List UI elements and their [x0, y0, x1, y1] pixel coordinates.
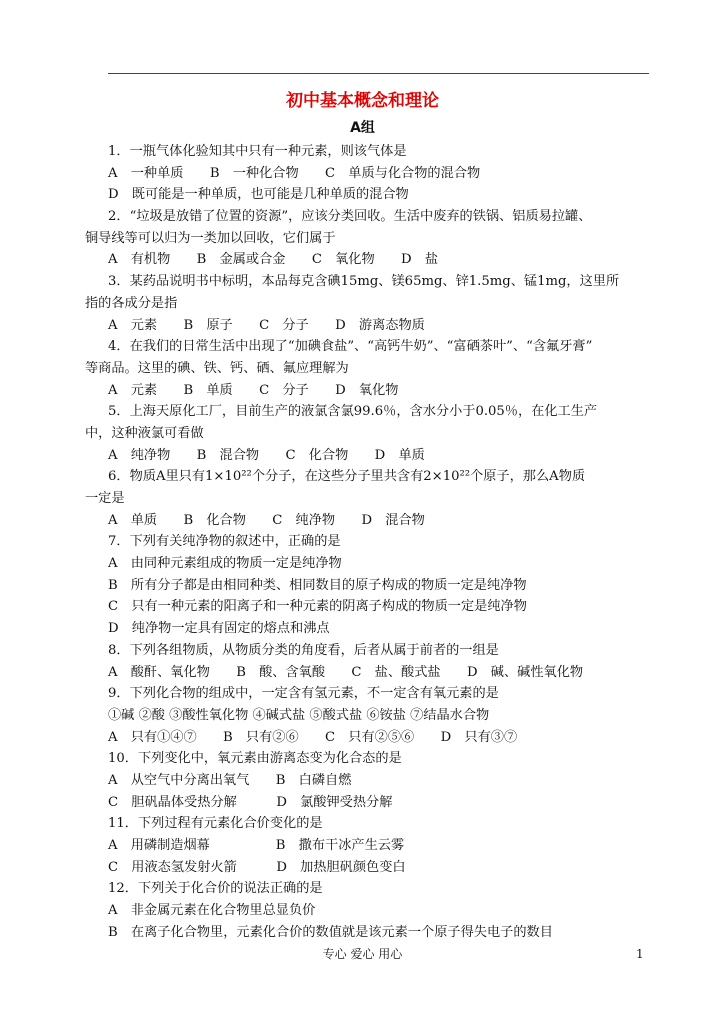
option-line — [0, 510, 725, 532]
line-text: B 在离子化合物里，元素化合价的数值就是该元素一个原子得失电子的数目 — [108, 924, 553, 940]
line-text: 10．下列变化中，氧元素由游离态变为化合态的是 — [108, 751, 402, 767]
line-text: 指的各成分是指 — [85, 295, 178, 311]
question-line — [0, 640, 725, 662]
header-rule — [108, 73, 649, 74]
option-line — [0, 770, 725, 792]
question-line — [0, 683, 725, 705]
line-text: 5．上海天原化工厂，目前生产的液氯含氯99.6％，含水分小于0.05％，在化工生产 — [108, 404, 598, 420]
line-text: 8．下列各组物质，从物质分类的角度看，后者从属于前者的一组是 — [108, 642, 499, 658]
option-line — [0, 618, 725, 640]
line-text: 2．“垃圾是放错了位置的资源”，应该分类回收。生活中废弃的铁锅、铝质易拉罐、 — [108, 209, 592, 225]
line-text: C 只有一种元素的阳离子和一种元素的阴离子构成的物质一定是纯净物 — [108, 599, 527, 615]
line-text: A 有机物 B 金属或合金 C 氧化物 D 盐 — [108, 252, 439, 268]
document-title: 初中基本概念和理论 — [286, 91, 439, 111]
line-text: C 用液态氢发射火箭 D 加热胆矾颜色变白 — [108, 859, 406, 875]
line-text: 12．下列关于化合价的说法正确的是 — [108, 881, 323, 897]
line-text: 铜导线等可以归为一类加以回收，它们属于 — [85, 230, 336, 246]
option-line — [0, 380, 725, 402]
line-text: A 元素 B 原子 C 分子 D 游离态物质 — [108, 317, 425, 333]
line-text: B 所有分子都是由相同种类、相同数目的原子构成的物质一定是纯净物 — [108, 577, 527, 593]
line-text: A 用磷制造烟幕 B 撒布干冰产生云雾 — [108, 838, 405, 853]
line-text: A 酸酐、氧化物 B 酸、含氧酸 C 盐、酸式盐 D 碱、碱性氧化物 — [108, 664, 584, 680]
line-text: D 既可能是一种单质，也可能是几种单质的混合物 — [108, 187, 409, 203]
continuation-line — [0, 228, 725, 250]
option-line — [0, 922, 725, 944]
option-line — [0, 900, 725, 922]
question-line — [0, 531, 725, 553]
line-text: 中，这种液氯可看做 — [85, 425, 204, 441]
continuation-line — [0, 488, 725, 510]
option-line — [0, 315, 725, 337]
line-text: 1．一瓶气体化验知其中只有一种元素，则该气体是 — [108, 144, 407, 159]
option-line — [0, 553, 725, 575]
option-line — [0, 857, 725, 879]
line-text: 3．某药品说明书中标明，本品每克含碘15mg、镁65mg、锌1.5mg、锰1mg，这里所 — [108, 274, 620, 290]
line-text: A 一种单质 B 一种化合物 C 单质与化合物的混合物 — [108, 165, 481, 181]
question-line — [0, 336, 725, 358]
question-line — [0, 141, 725, 163]
line-text: 11．下列过程有元素化合价变化的是 — [108, 816, 323, 832]
option-line — [0, 445, 725, 467]
line-text: 6．物质A里只有1×10²²个分子，在这些分子里共含有2×10²²个原子，那么A物质 — [108, 469, 586, 485]
choice-list-line — [0, 705, 725, 727]
question-line — [0, 878, 725, 900]
line-text: D 纯净物一定具有固定的熔点和沸点 — [108, 621, 330, 637]
option-line — [0, 184, 725, 206]
question-line — [0, 271, 725, 293]
line-text: 一定是 — [85, 491, 125, 506]
line-text: 4．在我们的日常生活中出现了“加碘食盐”、“高钙牛奶”、“富硒茶叶”、“含氟牙膏” — [108, 339, 593, 355]
line-text: 9．下列化合物的组成中，一定含有氢元素，不一定含有氧元素的是 — [108, 686, 499, 702]
question-body — [0, 141, 725, 943]
option-line — [0, 163, 725, 185]
question-line — [0, 206, 725, 228]
continuation-line — [0, 358, 725, 380]
option-line — [0, 596, 725, 618]
question-line — [0, 401, 725, 423]
line-text: ①碱 ②酸 ③酸性氧化物 ④碱式盐 ⑤酸式盐 ⑥铵盐 ⑦结晶水合物 — [108, 707, 490, 723]
option-line — [0, 727, 725, 749]
line-text: 7．下列有关纯净物的叙述中，正确的是 — [108, 534, 341, 550]
line-text: A 非金属元素在化合物里总显负价 — [108, 903, 316, 919]
section-title: A组 — [350, 120, 375, 136]
line-text: A 由同种元素组成的物质一定是纯净物 — [108, 556, 342, 572]
line-text: A 元素 B 单质 C 分子 D 氧化物 — [108, 382, 399, 398]
continuation-line — [0, 293, 725, 315]
line-text: A 纯净物 B 混合物 C 化合物 D 单质 — [108, 447, 425, 463]
question-line — [0, 466, 725, 488]
continuation-line — [0, 423, 725, 445]
line-text: A 只有①④⑦ B 只有②⑥ C 只有②⑤⑥ D 只有③⑦ — [108, 729, 518, 745]
line-text: C 胆矾晶体受热分解 D 氯酸钾受热分解 — [108, 794, 393, 810]
line-text: A 单质 B 化合物 C 纯净物 D 混合物 — [108, 512, 425, 528]
option-line — [0, 662, 725, 684]
line-text: 等商品。这里的碘、铁、钙、硒、氟应理解为 — [85, 360, 349, 376]
option-line — [0, 249, 725, 271]
question-line — [0, 813, 725, 835]
question-line — [0, 748, 725, 770]
page-number: 1 — [636, 947, 644, 961]
line-text: A 从空气中分离出氧气 B 白磷自燃 — [108, 772, 352, 788]
footer-motto: 专心 爱心 用心 — [322, 947, 403, 961]
option-line — [0, 835, 725, 857]
option-line — [0, 792, 725, 814]
option-line — [0, 575, 725, 597]
